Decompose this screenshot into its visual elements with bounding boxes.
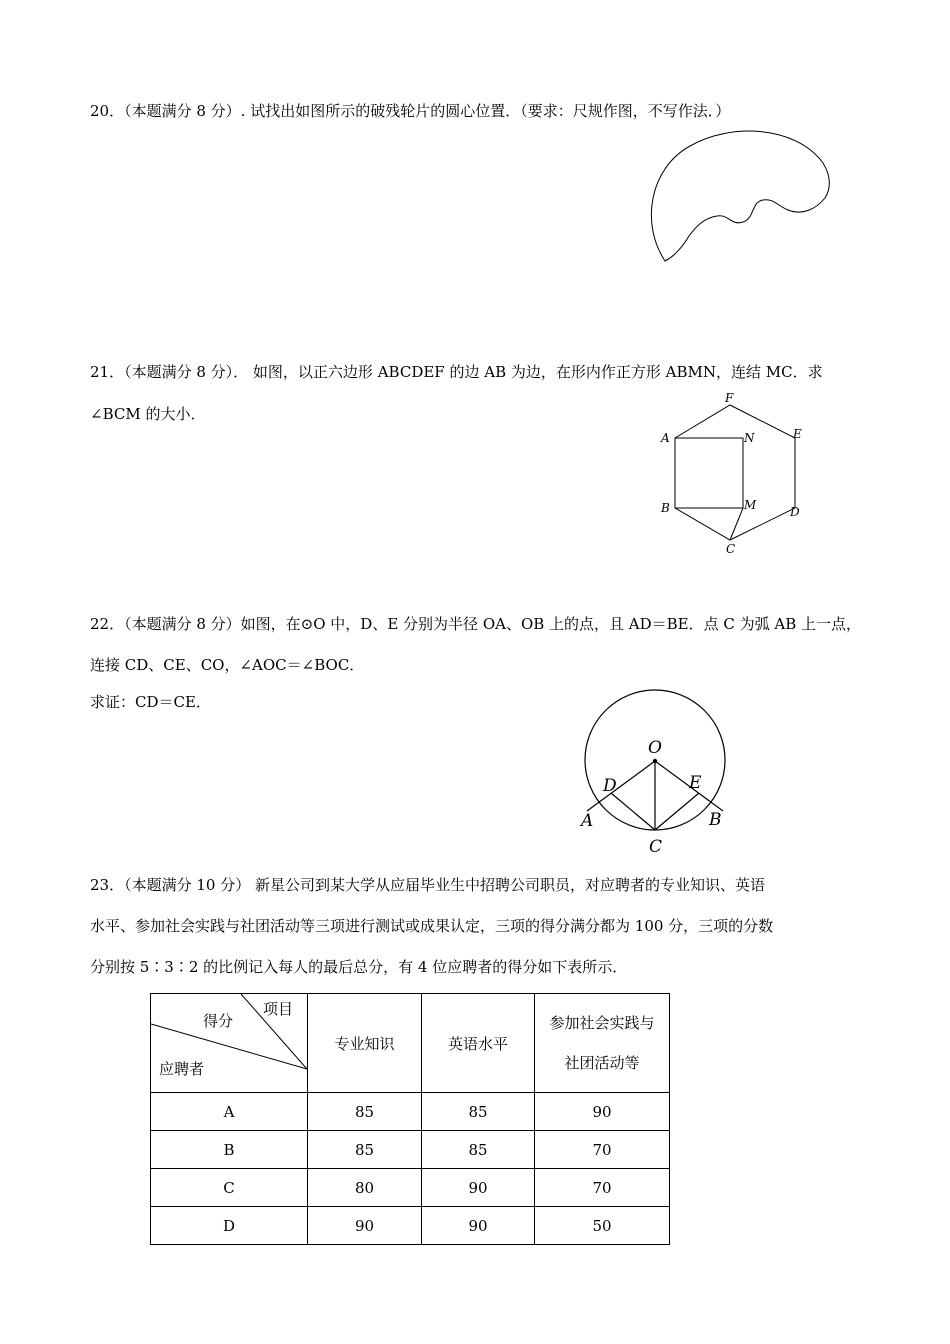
corner-bottom-label: 应聘者 <box>159 1060 205 1078</box>
hexagon-figure <box>655 390 815 560</box>
cell: 90 <box>422 1169 535 1207</box>
q21-line2: ∠BCM 的大小． <box>90 405 206 423</box>
cell: 85 <box>422 1093 535 1131</box>
label-A: A <box>661 431 670 445</box>
cell: 90 <box>535 1093 670 1131</box>
corner-mid-label: 得分 <box>203 1012 234 1030</box>
label-B: B <box>709 810 722 830</box>
label-F: F <box>725 391 734 405</box>
q23-line3: 分别按 5∶3∶2 的比例记入每人的最后总分，有 4 位应聘者的得分如下表所示． <box>90 958 628 976</box>
cell: 80 <box>308 1169 422 1207</box>
table-row <box>151 1131 670 1169</box>
cell: 70 <box>535 1169 670 1207</box>
label-E: E <box>793 427 802 441</box>
label-C: C <box>649 837 663 857</box>
label-B: B <box>661 501 670 515</box>
q20-text: 20．（本题满分 8 分）. 试找出如图所示的破残轮片的圆心位置．（要求：尺规作图，不写作法．） <box>90 102 731 120</box>
row-name: A <box>151 1093 308 1131</box>
row-name: D <box>151 1207 308 1245</box>
label-D: D <box>603 776 617 796</box>
col-header-3 <box>535 994 670 1093</box>
segment-EC <box>655 793 699 830</box>
square-ABMN <box>675 438 743 508</box>
q21-line1: 21．（本题满分 8 分）． 如图，以正六边形 ABCDEF 的边 AB 为边，在形内作正方形 ABMN，连结 MC．求 <box>90 363 823 381</box>
center-point <box>653 759 657 763</box>
label-M: M <box>744 498 757 512</box>
row-name: C <box>151 1169 308 1207</box>
cell: 70 <box>535 1131 670 1169</box>
label-D: D <box>790 505 800 519</box>
q22-line1: 22．（本题满分 8 分）如图，在⊙O 中，D、E 分别为半径 OA、OB 上的点，且 AD＝BE．点 C 为弧 AB 上一点， <box>90 615 862 633</box>
table-row <box>151 1093 670 1131</box>
q22-line3: 求证：CD＝CE． <box>90 693 211 711</box>
label-E: E <box>689 773 702 793</box>
corner-top-label: 项目 <box>263 1000 294 1018</box>
label-N: N <box>744 431 755 445</box>
table-header-row <box>151 994 670 1093</box>
corner-cell <box>151 994 308 1093</box>
cell: 50 <box>535 1207 670 1245</box>
col-header-3-line1: 参加社会实践与 <box>549 1014 655 1032</box>
label-C: C <box>726 542 736 556</box>
q23-line1: 23．（本题满分 10 分） 新星公司到某大学从应届毕业生中招聘公司职员，对应聘者的专业知识、英语 <box>90 876 765 894</box>
cell: 90 <box>308 1207 422 1245</box>
circle-figure <box>575 685 745 860</box>
table-row <box>151 1169 670 1207</box>
broken-wheel-figure <box>645 128 835 268</box>
q23-line2: 水平、参加社会实践与社团活动等三项进行测试或成果认定，三项的得分满分都为 100 分，三项的分数 <box>90 917 774 935</box>
col-header-3-line2: 社团活动等 <box>564 1054 640 1072</box>
hexagon-ABCDEF <box>675 405 795 540</box>
segment-MC <box>730 508 743 540</box>
col-header-2: 英语水平 <box>422 994 535 1093</box>
cell: 90 <box>422 1207 535 1245</box>
q22-line2: 连接 CD、CE、CO，∠AOC＝∠BOC． <box>90 656 365 674</box>
radius-OA <box>587 761 655 811</box>
row-name: B <box>151 1131 308 1169</box>
cell: 85 <box>308 1131 422 1169</box>
table-row <box>151 1207 670 1245</box>
cell: 85 <box>308 1093 422 1131</box>
label-O: O <box>648 738 662 758</box>
label-A: A <box>581 811 594 831</box>
segment-DC <box>611 793 655 830</box>
cell: 85 <box>422 1131 535 1169</box>
score-table <box>150 993 670 1245</box>
col-header-1: 专业知识 <box>308 994 422 1093</box>
broken-wheel-outline <box>651 131 829 261</box>
